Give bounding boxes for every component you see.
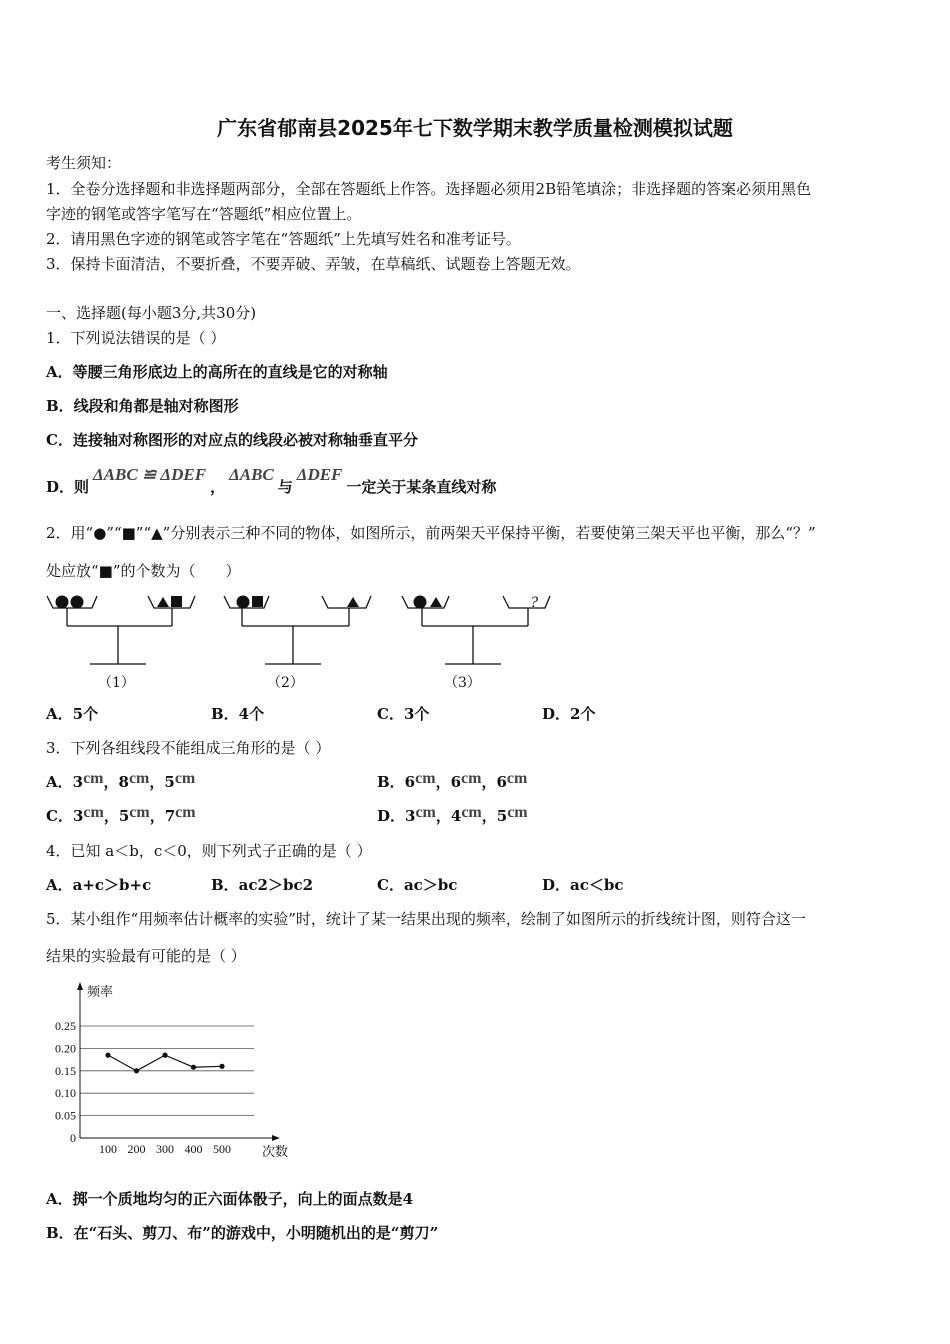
x-axis-arrow (272, 1135, 280, 1141)
circle-object-icon (71, 596, 84, 609)
x-tick-label: 200 (127, 1142, 146, 1156)
x-axis-label: 次数 (262, 1145, 289, 1160)
x-tick-label: 100 (99, 1142, 117, 1156)
y-tick-label: 0.15 (55, 1063, 76, 1078)
q1-d-math-def: ΔDEF (296, 465, 343, 484)
q1-d-prefix: D．则 (46, 478, 90, 496)
scale-label-1: （1） (98, 675, 135, 691)
q1-d-math-congruent: ΔABC ≌ ΔDEF (93, 465, 207, 484)
q2-option-b: B．4个 (211, 705, 265, 723)
q1-option-c: C．连接轴对称图形的对应点的线段必被对称轴垂直平分 (46, 431, 418, 449)
y-tick-label: 0.10 (55, 1086, 76, 1101)
q3-option-c: C．3cm，5cm，7cm (46, 804, 196, 825)
q1-stem: 1．下列说法错误的是（ ） (46, 329, 226, 347)
data-point (219, 1064, 224, 1069)
q4-option-b: B．ac2＞bc2 (211, 876, 314, 894)
q1-d-and: 与 (277, 478, 293, 496)
scale-label-3: （3） (444, 675, 481, 691)
q4-option-d: D．ac＜bc (542, 876, 624, 894)
q3-option-b: B．6cm，6cm，6cm (377, 770, 528, 791)
y-tick-label: 0.25 (55, 1019, 76, 1033)
q2-stem-line-1: 2．用“●”“■”“▲”分别表示三种不同的物体，如图所示，前两架天平保持平衡，若要使第三架天平也平衡，那么“？” (46, 524, 816, 542)
y-axis-label: 频率 (87, 985, 114, 1000)
q2-option-d: D．2个 (542, 705, 596, 723)
y-axis-arrow (77, 982, 83, 990)
square-object-icon (171, 596, 182, 607)
triangle-object-icon (157, 597, 169, 607)
q1-option-a: A．等腰三角形底边上的高所在的直线是它的对称轴 (46, 363, 388, 381)
triangle-object-icon (430, 597, 442, 607)
q4-option-a: A．a+c＞b+c (46, 876, 152, 894)
data-point (134, 1068, 139, 1073)
balance-scales-figure (0, 588, 600, 698)
circle-object-icon (237, 596, 250, 609)
q2-stem-line-2: 处应放“■”的个数为（ ） (46, 562, 241, 580)
square-object-icon (252, 596, 263, 607)
q4-stem: 4．已知 a＜b，c＜0，则下列式子正确的是（ ） (46, 842, 372, 860)
frequency-line-chart (40, 980, 300, 1165)
x-tick-label: 400 (184, 1142, 203, 1156)
triangle-object-icon (347, 597, 359, 607)
x-tick-label: 300 (156, 1142, 174, 1156)
q5-stem-line-1: 5．某小组作“用频率估计概率的实验”时，统计了某一结果出现的频率，绘制了如图所示的折线统计图，则符合这一 (46, 910, 806, 928)
notice-line-2: 2．请用黑色字迹的钢笔或答字笔在“答题纸”上先填写姓名和准考证号。 (46, 230, 521, 248)
q5-stem-line-2: 结果的实验最有可能的是（ ） (46, 947, 246, 965)
q3-stem: 3．下列各组线段不能组成三角形的是（ ） (46, 739, 331, 757)
y-tick-label: 0.05 (55, 1108, 76, 1123)
notice-line-1b: 字迹的钢笔或答字笔写在“答题纸”相应位置上。 (46, 205, 362, 223)
notice-header: 考生须知： (46, 154, 122, 172)
q2-option-c: C．3个 (377, 705, 430, 723)
q2-option-a: A．5个 (46, 705, 99, 723)
q1-option-b: B．线段和角都是轴对称图形 (46, 397, 239, 415)
q4-option-c: C．ac＞bc (377, 876, 458, 894)
q1-option-d (46, 465, 497, 497)
q3-option-d: D．3cm，4cm，5cm (377, 804, 528, 825)
y-tick-label: 0 (70, 1131, 76, 1145)
data-point (105, 1053, 110, 1058)
notice-line-1: 1．全卷分选择题和非选择题两部分，全部在答题纸上作答。选择题必须用2B铅笔填涂；非选择题的答案必须用黑色 (46, 180, 812, 198)
data-point (162, 1053, 167, 1058)
q1-d-comma: ， (210, 478, 226, 496)
notice-line-3: 3．保持卡面清洁，不要折叠，不要弄破、弄皱，在草稿纸、试题卷上答题无效。 (46, 255, 581, 273)
q1-d-math-abc: ΔABC (229, 465, 274, 484)
scale-label-2: （2） (267, 675, 304, 691)
q5-option-a: A．掷一个质地均匀的正六面体骰子，向上的面点数是4 (46, 1190, 414, 1208)
q3-option-a: A．3cm，8cm，5cm (46, 770, 196, 791)
page-title: 广东省郁南县2025年七下数学期末教学质量检测模拟试题 (217, 116, 733, 140)
q5-option-b: B．在“石头、剪刀、布”的游戏中，小明随机出的是“剪刀” (46, 1224, 439, 1242)
x-tick-label: 500 (213, 1142, 231, 1156)
y-tick-label: 0.20 (55, 1041, 76, 1056)
q1-d-suffix: 一定关于某条直线对称 (346, 478, 497, 496)
scale-3-question-mark: ? (530, 594, 538, 611)
circle-object-icon (414, 596, 427, 609)
section-heading: 一、选择题(每小题3分,共30分) (46, 304, 257, 322)
circle-object-icon (56, 596, 69, 609)
data-point (191, 1065, 196, 1070)
